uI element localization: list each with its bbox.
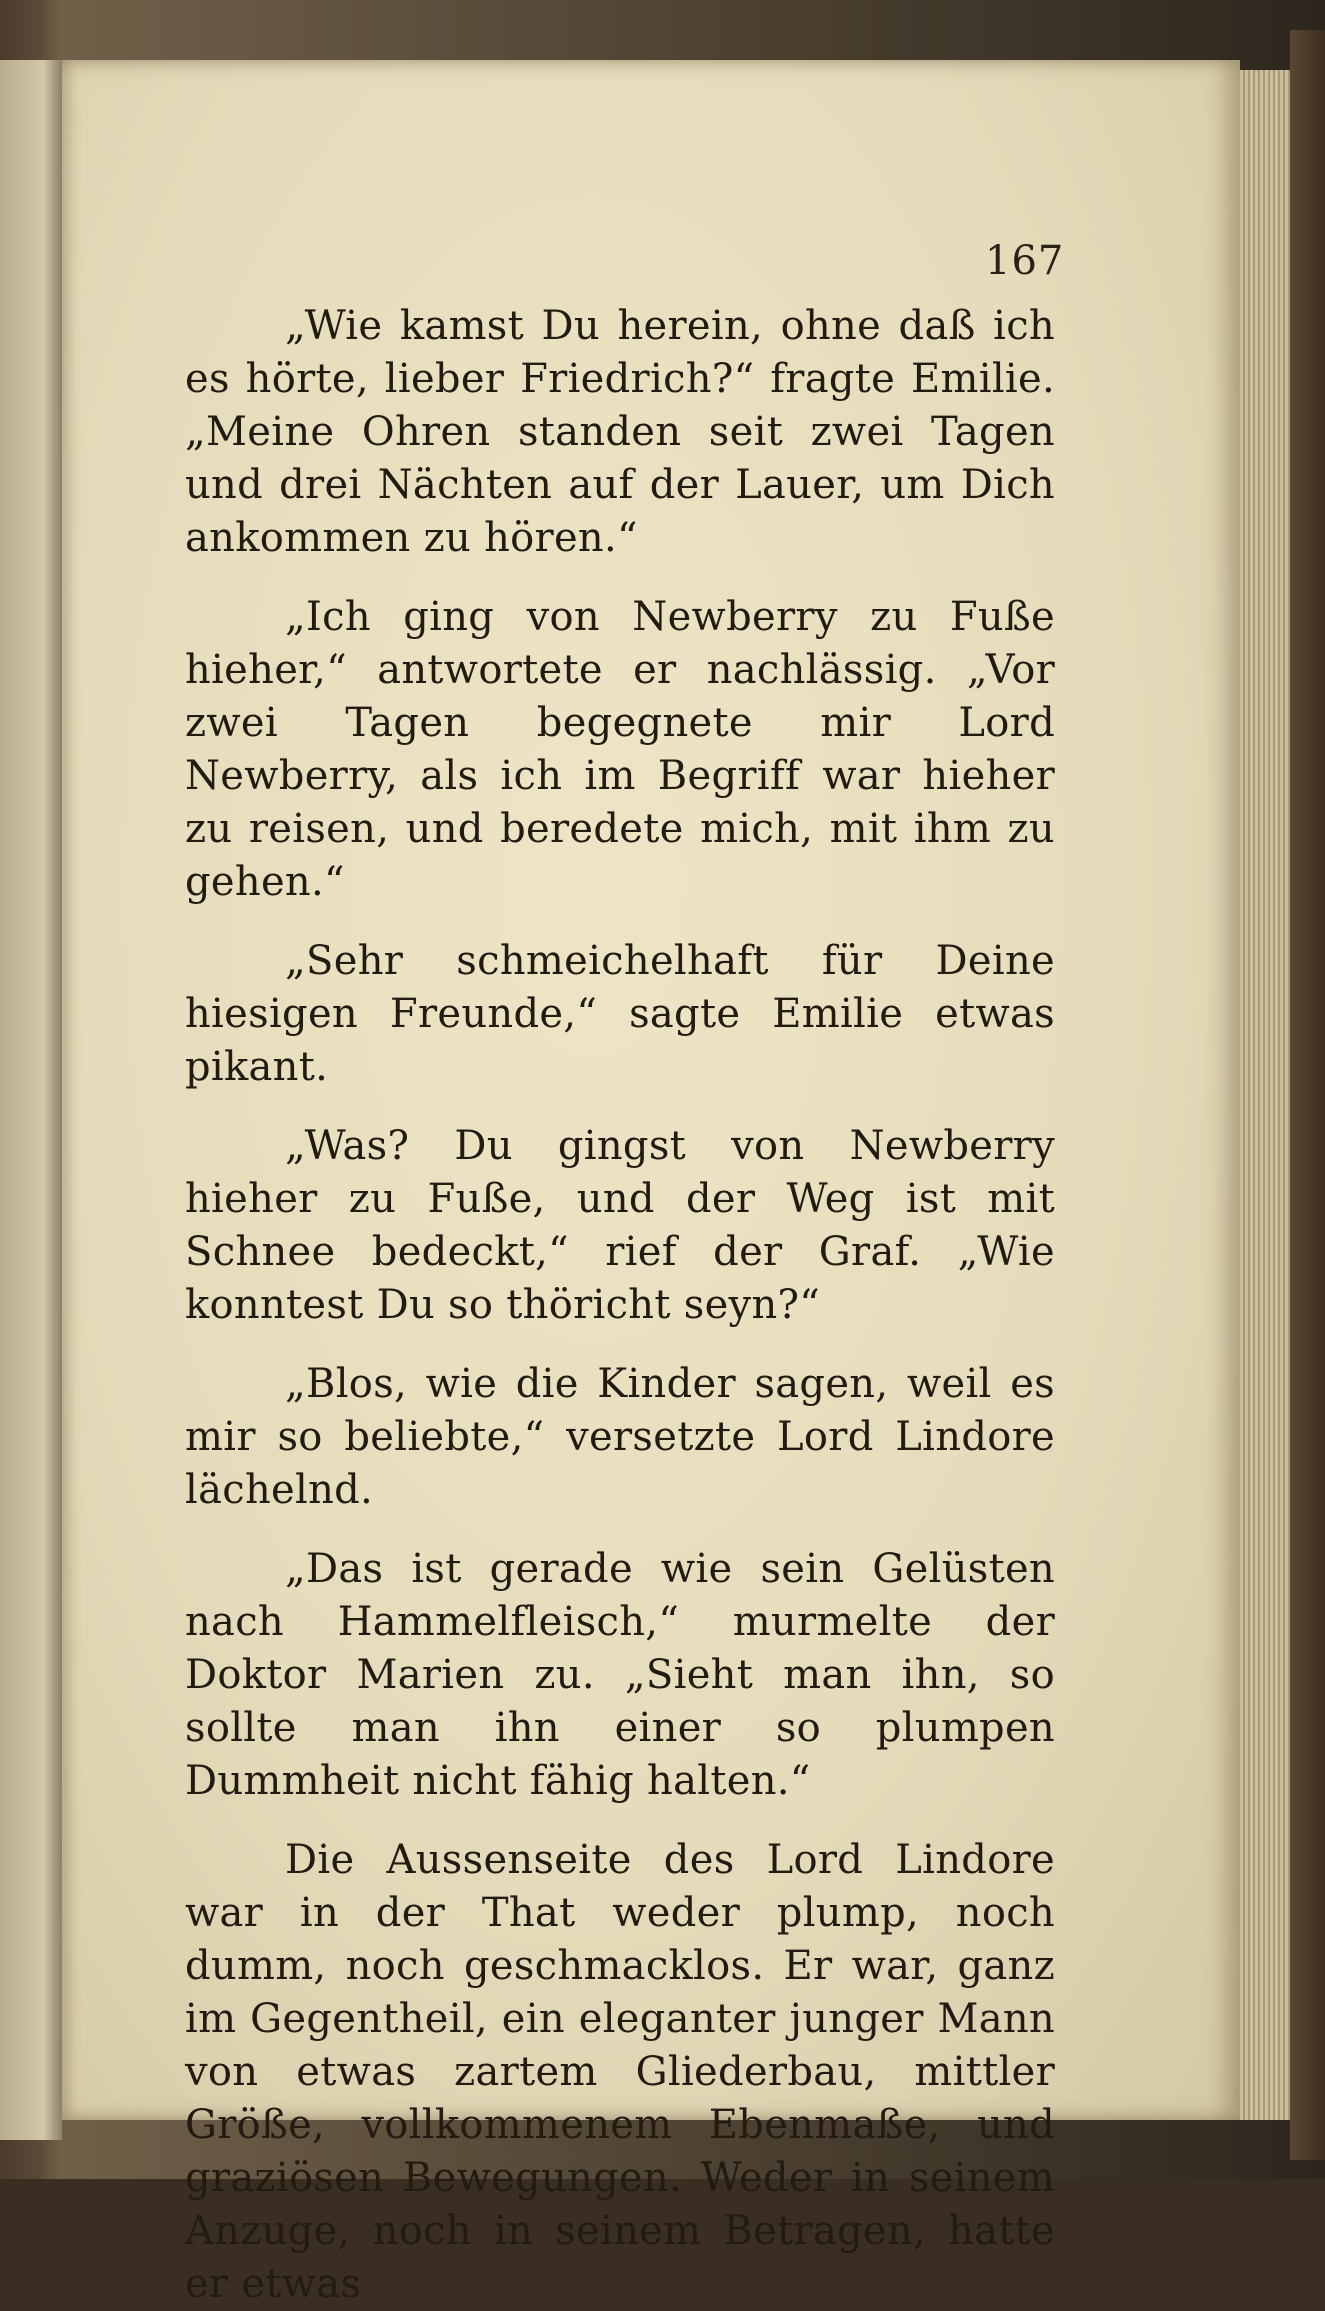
facing-page-edge bbox=[0, 60, 62, 2140]
paragraph: Die Aussenseite des Lord Lindore war in der That weder plump, noch dumm, noch geschmacklos. Er war, ganz im Gegentheil, ein eleganter junger Mann von etwas zartem Gliederbau, mittler Größe, vollkommenem Ebenmaße, und graziösen Bewegungen. Weder in seinem Anzuge, noch in seinem Betragen, hatte er etwas bbox=[185, 1837, 1055, 2307]
book-cover-edge bbox=[1290, 30, 1325, 2160]
paragraph: „Das ist gerade wie sein Gelüsten nach Hammelfleisch,“ murmelte der Doktor Marien zu. „Sieht man ihn, so sollte man ihn einer so plumpen Dummheit nicht fähig halten.“ bbox=[185, 1546, 1055, 1804]
paragraph: „Sehr schmeichelhaft für Deine hiesigen Freunde,“ sagte Emilie etwas pikant. bbox=[185, 938, 1055, 1090]
paragraph: „Was? Du gingst von Newberry hieher zu Fuße, und der Weg ist mit Schnee bedeckt,“ rief der Graf. „Wie konntest Du so thöricht seyn?“ bbox=[185, 1123, 1055, 1328]
page-stack-edges bbox=[1240, 70, 1290, 2120]
page-number: 167 bbox=[985, 238, 1065, 284]
paragraph: „Ich ging von Newberry zu Fuße hieher,“ antwortete er nachlässig. „Vor zwei Tagen begegnete mir Lord Newberry, als ich im Begriff war hieher zu reisen, und beredete mich, mit ihm zu gehen.“ bbox=[185, 594, 1055, 905]
paragraph: „Blos, wie die Kinder sagen, weil es mir so beliebte,“ versetzte Lord Lindore lächelnd. bbox=[185, 1361, 1055, 1513]
page-text bbox=[185, 300, 1055, 2311]
paragraph: „Wie kamst Du herein, ohne daß ich es hörte, lieber Friedrich?“ fragte Emilie. „Meine Ohren standen seit zwei Tagen und drei Nächten auf der Lauer, um Dich ankommen zu hören.“ bbox=[185, 303, 1055, 561]
